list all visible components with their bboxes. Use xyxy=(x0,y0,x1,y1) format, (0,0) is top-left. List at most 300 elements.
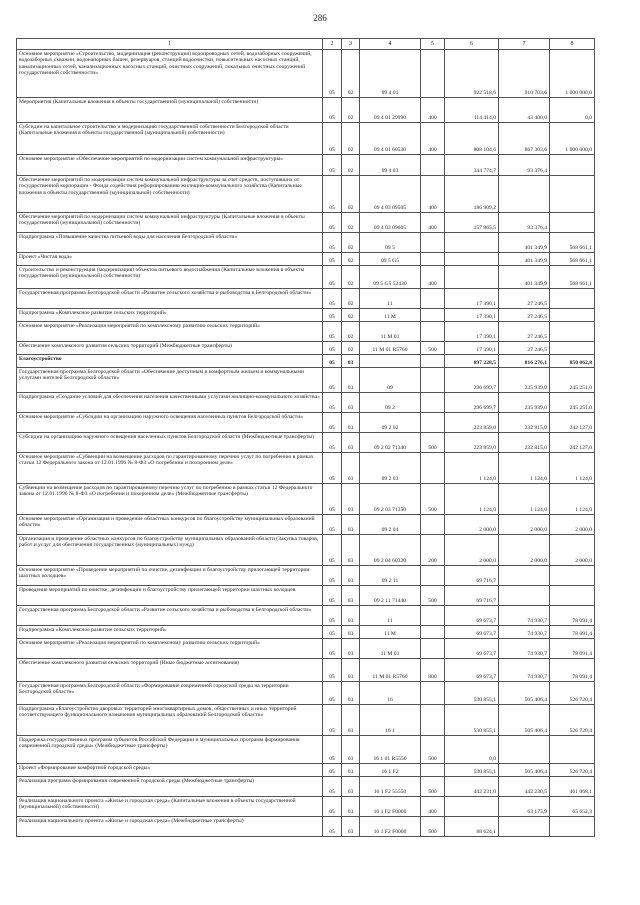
expense-type-code xyxy=(421,682,445,705)
expense-type-code xyxy=(421,253,445,266)
amount-year-2: 2 000,0 xyxy=(499,535,550,566)
target-article-code: 16 1 F2 F0000 xyxy=(360,817,421,837)
table-row xyxy=(17,368,595,393)
table-row xyxy=(17,736,595,764)
target-article-code xyxy=(360,355,421,368)
amount-year-2: 74 930,7 xyxy=(499,639,550,659)
section-code: 05 xyxy=(323,777,342,797)
row-name: Государственная программа Белгородской области «Развитие сельского хозяйства и рыбоводства в Белгородской области» xyxy=(17,606,323,626)
amount-year-2: 74 930,7 xyxy=(499,659,550,682)
amount-year-1: 69 673,7 xyxy=(445,639,499,659)
section-code: 05 xyxy=(323,566,342,586)
subsection-code: 03 xyxy=(342,566,360,586)
amount-year-2: 232 815,0 xyxy=(499,413,550,433)
amount-year-1 xyxy=(445,797,499,817)
expense-type-code xyxy=(421,368,445,393)
table-row xyxy=(17,393,595,413)
subsection-code: 03 xyxy=(342,535,360,566)
amount-year-1: 17 390,1 xyxy=(445,342,499,355)
expense-type-code: 500 xyxy=(421,736,445,764)
section-code: 05 xyxy=(323,817,342,837)
section-code: 05 xyxy=(323,433,342,453)
table-row xyxy=(17,289,595,309)
header-cell: 3 xyxy=(342,39,360,50)
amount-year-3: 78 091,4 xyxy=(550,659,595,682)
section-code: 05 xyxy=(323,659,342,682)
amount-year-2: 63 175,9 xyxy=(499,797,550,817)
amount-year-3: 461 068,1 xyxy=(550,777,595,797)
expense-type-code xyxy=(421,515,445,535)
subsection-code: 03 xyxy=(342,453,360,484)
expense-type-code xyxy=(421,566,445,586)
row-name: Основное мероприятие «Субсидии на организацию наружного освещения населенных пунктов Белгородской области» xyxy=(17,413,323,433)
section-code: 05 xyxy=(323,639,342,659)
amount-year-3: 526 720,4 xyxy=(550,764,595,777)
section-code: 05 xyxy=(323,393,342,413)
expense-type-code: 400 xyxy=(421,123,445,155)
table-row xyxy=(17,176,595,213)
amount-year-3: 568 661,1 xyxy=(550,253,595,266)
table-row xyxy=(17,433,595,453)
header-cell: 6 xyxy=(445,39,499,50)
row-name: Подпрограмма «Комплексное развитие сельских территорий» xyxy=(17,309,323,322)
amount-year-1: 17 390,1 xyxy=(445,289,499,309)
row-name: Обеспечение комплексного развития сельских территорий (Межбюджетные трансферты) xyxy=(17,342,323,355)
amount-year-1: 296 699,7 xyxy=(445,393,499,413)
amount-year-3: 526 720,4 xyxy=(550,705,595,736)
expense-type-code: 500 xyxy=(421,433,445,453)
budget-table xyxy=(16,38,595,837)
subsection-code: 02 xyxy=(342,233,360,253)
expense-type-code: 500 xyxy=(421,777,445,797)
amount-year-1 xyxy=(445,266,499,289)
amount-year-1: 2 000,0 xyxy=(445,535,499,566)
expense-type-code: 400 xyxy=(421,266,445,289)
amount-year-1: 1 124,0 xyxy=(445,484,499,515)
table-row xyxy=(17,50,595,98)
expense-type-code xyxy=(421,50,445,98)
amount-year-1: 186 909,2 xyxy=(445,176,499,213)
target-article-code: 09 4 01 60530 xyxy=(360,123,421,155)
amount-year-1: 17 390,1 xyxy=(445,309,499,322)
row-name: Подпрограмма «Повышение качества питьевой воды для населения Белгородской области» xyxy=(17,233,323,253)
subsection-code: 03 xyxy=(342,433,360,453)
section-code: 05 xyxy=(323,705,342,736)
expense-type-code xyxy=(421,413,445,433)
expense-type-code xyxy=(421,309,445,322)
subsection-code: 02 xyxy=(342,266,360,289)
amount-year-3: 1 124,0 xyxy=(550,453,595,484)
section-code: 05 xyxy=(323,606,342,626)
expense-type-code: 400 xyxy=(421,176,445,213)
subsection-code: 03 xyxy=(342,659,360,682)
target-article-code: 09 2 03 xyxy=(360,453,421,484)
amount-year-1 xyxy=(445,233,499,253)
row-name: Реализация национального проекта «Жилье и городская среда» (Межбюджетные трансферты) xyxy=(17,817,323,837)
target-article-code: 09 2 04 xyxy=(360,515,421,535)
amount-year-1: 897 228,5 xyxy=(445,355,499,368)
table-row xyxy=(17,123,595,155)
header-cell: 7 xyxy=(499,39,550,50)
row-name: Основное мероприятие «Проведение мероприятий по очистке, дезинфекции и благоустройству прилегающей территории шахтных колодцев» xyxy=(17,566,323,586)
amount-year-2: 27 246,5 xyxy=(499,342,550,355)
subsection-code: 03 xyxy=(342,606,360,626)
table-row xyxy=(17,355,595,368)
amount-year-2: 74 930,7 xyxy=(499,606,550,626)
subsection-code: 02 xyxy=(342,213,360,233)
row-name: Обеспечение мероприятий по модернизации систем коммунальной инфраструктуры (Капитальные вложения в объекты государственной (муниципальной) собственности) xyxy=(17,213,323,233)
amount-year-2: 93 376,4 xyxy=(499,155,550,176)
amount-year-3 xyxy=(550,322,595,342)
expense-type-code xyxy=(421,155,445,176)
expense-type-code: 500 xyxy=(421,342,445,355)
expense-type-code: 500 xyxy=(421,586,445,606)
amount-year-3: 1 000 000,0 xyxy=(550,123,595,155)
amount-year-2: 235 939,0 xyxy=(499,368,550,393)
row-name: Государственная программа Белгородской области «Развитие сельского хозяйства и рыбоводства в Белгородской области» xyxy=(17,289,323,309)
row-name: Реализация национального проекта «Жилье и городская среда» (Капитальные вложения в объекты государственной (муниципальной) собственности) xyxy=(17,797,323,817)
subsection-code: 03 xyxy=(342,626,360,639)
amount-year-2: 867 303,6 xyxy=(499,123,550,155)
amount-year-1: 530 855,1 xyxy=(445,705,499,736)
amount-year-1: 114 414,0 xyxy=(445,98,499,123)
amount-year-3 xyxy=(550,736,595,764)
section-code: 05 xyxy=(323,253,342,266)
amount-year-3 xyxy=(550,309,595,322)
amount-year-2: 442 230,5 xyxy=(499,777,550,797)
amount-year-3: 2 000,0 xyxy=(550,535,595,566)
subsection-code: 03 xyxy=(342,797,360,817)
row-name: Обеспечение мероприятий по модернизации систем коммунальной инфраструктуры за счет средств, поступивших от государственной корпорации - Фонда содействия реформированию жилищно-коммунального хозяйства (Капитальные вложения в объекты государственной (муниципальной) собственности) xyxy=(17,176,323,213)
expense-type-code xyxy=(421,322,445,342)
amount-year-2: 910 703,6 xyxy=(499,50,550,98)
expense-type-code xyxy=(421,233,445,253)
table-row xyxy=(17,682,595,705)
amount-year-3 xyxy=(550,342,595,355)
table-row xyxy=(17,626,595,639)
row-name: Подпрограмма «Благоустройство дворовых территорий многоквартирных домов, общественных и иных территорий соответствующего функционального назначения муниципальных образований Белгородской области» xyxy=(17,705,323,736)
target-article-code: 09 5 G5 52430 xyxy=(360,266,421,289)
row-name: Организация и проведение областных конкурсов по благоустройству муниципальных образований области (Закупка товаров, работ и услуг для обеспечения государственных (муниципальных) нужд) xyxy=(17,535,323,566)
row-name: Основное мероприятие «Реализация мероприятий по комплексному развитию сельских территорий» xyxy=(17,639,323,659)
amount-year-3 xyxy=(550,155,595,176)
section-code: 05 xyxy=(323,98,342,123)
subsection-code: 03 xyxy=(342,368,360,393)
expense-type-code: 400 xyxy=(421,213,445,233)
section-code: 05 xyxy=(323,309,342,322)
table-row xyxy=(17,342,595,355)
target-article-code: 09 5 xyxy=(360,233,421,253)
subsection-code: 03 xyxy=(342,639,360,659)
expense-type-code: 400 xyxy=(421,98,445,123)
target-article-code: 09 4 03 xyxy=(360,155,421,176)
row-name: Субсидии на организацию наружного освещения населенных пунктов Белгородской области (Межбюджетные трансферты) xyxy=(17,433,323,453)
amount-year-3: 245 251,0 xyxy=(550,368,595,393)
target-article-code: 16 1 01 R5550 xyxy=(360,736,421,764)
row-name: Основное мероприятие «Обеспечение мероприятий по модернизации систем коммунальной инфраструктуры» xyxy=(17,155,323,176)
row-name: Подпрограмма «Создание условий для обеспечения населения качественными услугами жилищно-коммунального хозяйства» xyxy=(17,393,323,413)
expense-type-code: 500 xyxy=(421,817,445,837)
amount-year-2: 816 276,1 xyxy=(499,355,550,368)
expense-type-code xyxy=(421,705,445,736)
subsection-code: 03 xyxy=(342,393,360,413)
expense-type-code: 800 xyxy=(421,659,445,682)
amount-year-3: 850 062,8 xyxy=(550,355,595,368)
table-row xyxy=(17,413,595,433)
section-code: 05 xyxy=(323,289,342,309)
amount-year-3: 568 661,1 xyxy=(550,266,595,289)
row-name: Государственная программа Белгородской области «Формирование современной городской среды на территории Белгородской области» xyxy=(17,682,323,705)
target-article-code: 11 М 01 R5760 xyxy=(360,342,421,355)
amount-year-1: 223 859,0 xyxy=(445,413,499,433)
target-article-code: 09 4 03 09605 xyxy=(360,213,421,233)
section-code: 05 xyxy=(323,322,342,342)
section-code: 05 xyxy=(323,764,342,777)
expense-type-code xyxy=(421,764,445,777)
expense-type-code: 500 xyxy=(421,484,445,515)
amount-year-3: 1 124,0 xyxy=(550,484,595,515)
header-cell: 1 xyxy=(17,39,323,50)
table-row xyxy=(17,515,595,535)
target-article-code: 09 xyxy=(360,368,421,393)
table-row xyxy=(17,817,595,837)
amount-year-1: 69 673,7 xyxy=(445,626,499,639)
table-body xyxy=(17,50,595,837)
table-row xyxy=(17,155,595,176)
subsection-code: 02 xyxy=(342,123,360,155)
target-article-code: 11 М 01 xyxy=(360,322,421,342)
target-article-code: 09 2 02 71340 xyxy=(360,433,421,453)
row-name: Строительство и реконструкция (модернизация) объектов питьевого водоснабжения (Капитальные вложения в объекты государственной (муниципальной) собственности) xyxy=(17,266,323,289)
row-name: Основное мероприятие «Реализация мероприятий по комплексному развитию сельских территорий» xyxy=(17,322,323,342)
section-code: 05 xyxy=(323,176,342,213)
row-name: Поддержка государственных программ субъектов Российской Федерации и муниципальных программ формирования современной городской среды» (Межбюджетные трансферты) xyxy=(17,736,323,764)
amount-year-2 xyxy=(499,566,550,586)
target-article-code: 11 xyxy=(360,606,421,626)
table-row xyxy=(17,659,595,682)
amount-year-1: 808 104,6 xyxy=(445,123,499,155)
subsection-code: 02 xyxy=(342,322,360,342)
target-article-code: 09 5 G5 xyxy=(360,253,421,266)
section-code: 05 xyxy=(323,123,342,155)
amount-year-3: 78 091,4 xyxy=(550,606,595,626)
subsection-code: 02 xyxy=(342,342,360,355)
amount-year-2: 235 939,0 xyxy=(499,393,550,413)
amount-year-2: 505 406,4 xyxy=(499,764,550,777)
subsection-code: 03 xyxy=(342,586,360,606)
section-code: 05 xyxy=(323,413,342,433)
amount-year-1: 157 865,5 xyxy=(445,213,499,233)
amount-year-3 xyxy=(550,566,595,586)
target-article-code: 09 4 01 29990 xyxy=(360,98,421,123)
amount-year-3: 65 652,3 xyxy=(550,797,595,817)
target-article-code: 09 2 11 71440 xyxy=(360,586,421,606)
target-article-code: 11 М 01 xyxy=(360,639,421,659)
amount-year-1: 223 859,0 xyxy=(445,433,499,453)
page-number: 286 xyxy=(313,13,327,23)
target-article-code: 09 4 03 09505 xyxy=(360,176,421,213)
subsection-code: 03 xyxy=(342,355,360,368)
header-cell: 4 xyxy=(360,39,421,50)
header-cell: 5 xyxy=(421,39,445,50)
subsection-code: 03 xyxy=(342,777,360,797)
subsection-code: 02 xyxy=(342,176,360,213)
expense-type-code: 400 xyxy=(421,797,445,817)
row-name: Благоустройство xyxy=(17,355,323,368)
amount-year-1: 344 774,7 xyxy=(445,155,499,176)
table-row xyxy=(17,213,595,233)
section-code: 05 xyxy=(323,453,342,484)
amount-year-2: 401 349,9 xyxy=(499,253,550,266)
section-code: 05 xyxy=(323,736,342,764)
section-code: 05 xyxy=(323,266,342,289)
table-row xyxy=(17,566,595,586)
target-article-code: 11 М xyxy=(360,309,421,322)
amount-year-3: 1 000 000,0 xyxy=(550,50,595,98)
table-row xyxy=(17,586,595,606)
table-row xyxy=(17,309,595,322)
amount-year-1: 69 673,7 xyxy=(445,659,499,682)
amount-year-2: 93 376,4 xyxy=(499,213,550,233)
row-name: Подпрограмма «Комплексное развитие сельских территорий» xyxy=(17,626,323,639)
expense-type-code xyxy=(421,393,445,413)
expense-type-code xyxy=(421,639,445,659)
amount-year-1: 17 390,1 xyxy=(445,322,499,342)
amount-year-3: 78 091,4 xyxy=(550,639,595,659)
target-article-code: 16 1 xyxy=(360,705,421,736)
amount-year-2: 43 400,0 xyxy=(499,98,550,123)
target-article-code: 16 xyxy=(360,682,421,705)
subsection-code: 02 xyxy=(342,309,360,322)
table-row xyxy=(17,535,595,566)
amount-year-3: 0,0 xyxy=(550,98,595,123)
expense-type-code xyxy=(421,355,445,368)
amount-year-3: 242 127,0 xyxy=(550,413,595,433)
amount-year-1: 88 624,1 xyxy=(445,817,499,837)
row-name: Государственная программа Белгородской области «Обеспечение доступным и комфортным жильем и коммунальными услугами жителей Белгородской области» xyxy=(17,368,323,393)
row-name: Реализация программ формирования современной городской среды (Межбюджетные трансферты) xyxy=(17,777,323,797)
subsection-code: 02 xyxy=(342,98,360,123)
expense-type-code xyxy=(421,626,445,639)
amount-year-2: 27 246,5 xyxy=(499,289,550,309)
amount-year-3: 242 127,0 xyxy=(550,433,595,453)
table-row xyxy=(17,253,595,266)
amount-year-3: 78 091,4 xyxy=(550,626,595,639)
expense-type-code xyxy=(421,606,445,626)
table-row xyxy=(17,484,595,515)
amount-year-2: 74 930,7 xyxy=(499,626,550,639)
amount-year-1: 296 699,7 xyxy=(445,368,499,393)
amount-year-3: 568 661,1 xyxy=(550,233,595,253)
header-cell: 2 xyxy=(323,39,342,50)
table-row xyxy=(17,233,595,253)
target-article-code: 16 1 F2 55550 xyxy=(360,777,421,797)
target-article-code: 16 1 F2 F0000 xyxy=(360,797,421,817)
section-code: 05 xyxy=(323,586,342,606)
amount-year-1 xyxy=(445,253,499,266)
subsection-code: 03 xyxy=(342,682,360,705)
table-row xyxy=(17,453,595,484)
amount-year-2: 232 815,0 xyxy=(499,433,550,453)
target-article-code: 09 2 02 xyxy=(360,413,421,433)
amount-year-3 xyxy=(550,213,595,233)
subsection-code: 02 xyxy=(342,50,360,98)
section-code: 05 xyxy=(323,515,342,535)
amount-year-3: 2 000,0 xyxy=(550,515,595,535)
subsection-code: 03 xyxy=(342,736,360,764)
row-name: Основное мероприятие «Строительство, модернизация (реконструкция) водопроводных сетей, водозаборных сооружений, водозаборных скважин, водонапорных башен, резервуаров, станций водоочистки, повысительных насосных станций, канализационных сетей, канализационных насосных станций, очистных сооружений, локальных очистных сооружений государственной собственности» xyxy=(17,50,323,98)
subsection-code: 03 xyxy=(342,764,360,777)
amount-year-2 xyxy=(499,817,550,837)
amount-year-2: 401 349,9 xyxy=(499,233,550,253)
table-row xyxy=(17,777,595,797)
subsection-code: 03 xyxy=(342,515,360,535)
amount-year-2: 27 246,5 xyxy=(499,322,550,342)
section-code: 05 xyxy=(323,155,342,176)
amount-year-1: 530 855,1 xyxy=(445,682,499,705)
amount-year-1: 69 716,7 xyxy=(445,566,499,586)
target-article-code: 11 М 01 R5760 xyxy=(360,659,421,682)
amount-year-1: 442 231,0 xyxy=(445,777,499,797)
amount-year-3: 526 720,4 xyxy=(550,682,595,705)
amount-year-1: 530 855,1 xyxy=(445,764,499,777)
target-article-code: 11 М xyxy=(360,626,421,639)
amount-year-2 xyxy=(499,586,550,606)
row-name: Проведение мероприятий по очистке, дезинфекции и благоустройству прилегающей территории шахтных колодцев xyxy=(17,586,323,606)
amount-year-1: 922 518,6 xyxy=(445,50,499,98)
table-row xyxy=(17,98,595,123)
target-article-code: 09 4 01 xyxy=(360,50,421,98)
section-code: 05 xyxy=(323,797,342,817)
section-code: 05 xyxy=(323,626,342,639)
expense-type-code: 200 xyxy=(421,535,445,566)
row-name: Обеспечение комплексного развития сельских территорий (Иные бюджетные ассигнования) xyxy=(17,659,323,682)
amount-year-2: 27 246,5 xyxy=(499,309,550,322)
amount-year-3 xyxy=(550,586,595,606)
amount-year-2 xyxy=(499,736,550,764)
expense-type-code xyxy=(421,453,445,484)
target-article-code: 09 2 03 71350 xyxy=(360,484,421,515)
expense-type-code xyxy=(421,289,445,309)
section-code: 05 xyxy=(323,233,342,253)
subsection-code: 03 xyxy=(342,484,360,515)
row-name: Основное мероприятие «Организация и проведение областных конкурсов по благоустройству муниципальных образований области» xyxy=(17,515,323,535)
amount-year-2: 505 406,4 xyxy=(499,682,550,705)
row-name: Основное мероприятие «Субвенции на возмещение расходов по гарантированному перечню услуг по погребению в рамках статьи 12 Федерального закона от 12.01.1996 № 8-ФЗ «О погребении и похоронном деле» xyxy=(17,453,323,484)
table-row xyxy=(17,797,595,817)
amount-year-3 xyxy=(550,289,595,309)
row-name: Проект «Формирование комфортной городской среды» xyxy=(17,764,323,777)
subsection-code: 03 xyxy=(342,413,360,433)
header-cell: 8 xyxy=(550,39,595,50)
table-row xyxy=(17,764,595,777)
amount-year-1: 69 673,7 xyxy=(445,606,499,626)
section-code: 05 xyxy=(323,535,342,566)
amount-year-1: 69 716,7 xyxy=(445,586,499,606)
amount-year-1: 1 124,0 xyxy=(445,453,499,484)
amount-year-2: 1 124,0 xyxy=(499,453,550,484)
section-code: 05 xyxy=(323,213,342,233)
amount-year-2 xyxy=(499,176,550,213)
amount-year-2: 1 124,0 xyxy=(499,484,550,515)
subsection-code: 02 xyxy=(342,155,360,176)
row-name: Мероприятия (Капитальные вложения в объекты государственной (муниципальной) собственности) xyxy=(17,98,323,123)
section-code: 05 xyxy=(323,682,342,705)
amount-year-2: 401 349,9 xyxy=(499,266,550,289)
subsection-code: 02 xyxy=(342,253,360,266)
amount-year-3 xyxy=(550,817,595,837)
target-article-code: 16 1 F2 xyxy=(360,764,421,777)
